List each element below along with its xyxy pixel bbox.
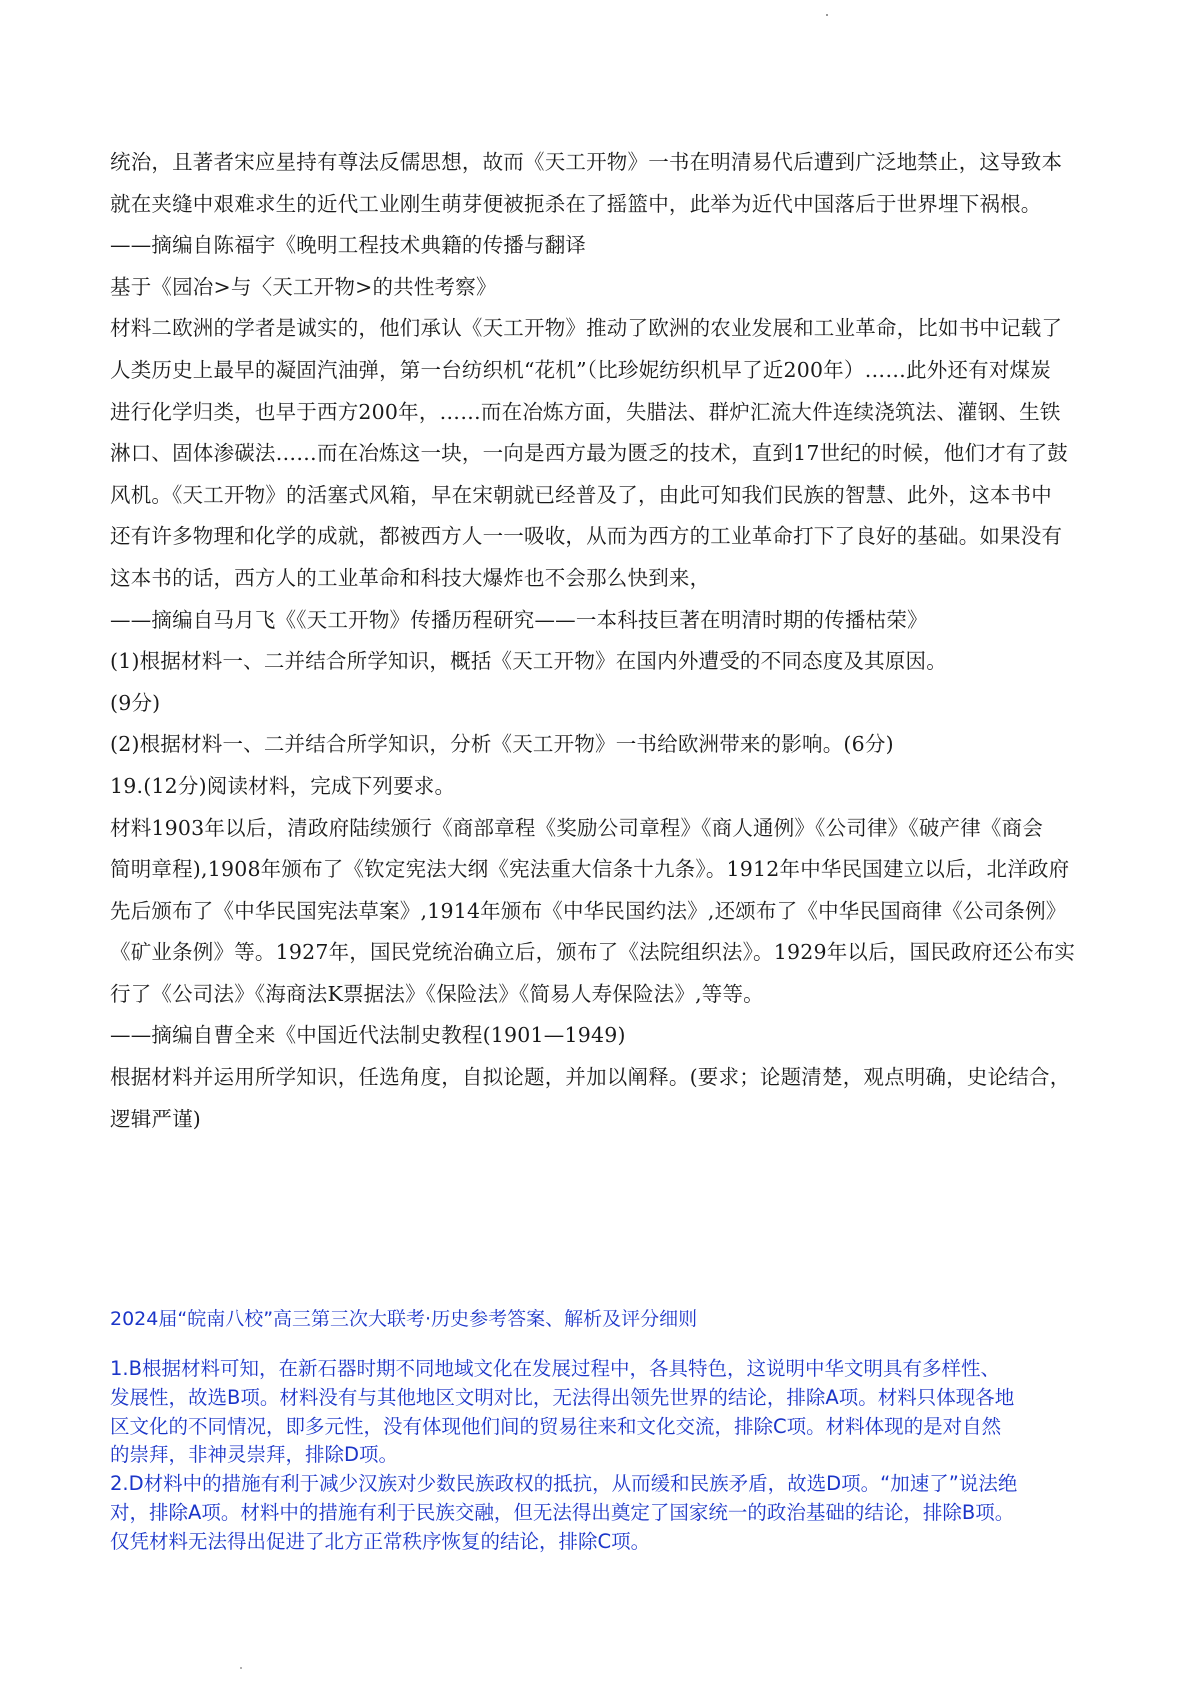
- text-line: 人类历史上最早的凝固汽油弹，第一台纺织机“花机”（比珍妮纺织机早了近200年）……此外还有对煤炭: [110, 357, 1051, 382]
- citation-line: ——摘编自曹全来《中国近代法制史教程(1901—1949): [110, 1023, 626, 1048]
- text-line: 进行化学归类，也早于西方200年，……而在冶炼方面，失腊法、群炉汇流大件连续浇筑法、灌钢、生铁: [110, 399, 1061, 424]
- text-line: 这本书的话，西方人的工业革命和科技大爆炸也不会那么快到来，: [110, 565, 711, 590]
- text-line: 淋口、固体渗碳法……而在冶炼这一块，一向是西方最为匮乏的技术，直到17世纪的时候，他们才有了鼓: [110, 441, 1068, 466]
- answer-line: 对，排除A项。材料中的措施有利于民族交融，但无法得出奠定了国家统一的政治基础的结论，排除B项。: [110, 1500, 1015, 1524]
- question-line: 逻辑严谨): [110, 1106, 201, 1131]
- text-line: 《矿业条例》等。1927年，国民党统治确立后，颁布了《法院组织法》。1929年以后，国民政府还公布实: [110, 940, 1076, 965]
- question-heading: 19.(12分)阅读材料，完成下列要求。: [110, 773, 456, 798]
- text-line: 简明章程),1908年颁布了《钦定宪法大纲《宪法重大信条十九条》。1912年中华民国建立以后，北洋政府: [110, 857, 1070, 882]
- question-line: (2)根据材料一、二并结合所学知识，分析《天工开物》一书给欧洲带来的影响。(6分): [110, 732, 894, 757]
- answer-line: 仅凭材料无法得出促进了北方正常秩序恢复的结论，排除C项。: [110, 1529, 651, 1553]
- text-line: 统治，且著者宋应星持有尊法反儒思想，故而《天工开物》一书在明清易代后遭到广泛地禁止，这导致本: [110, 150, 1063, 174]
- question-line: 根据材料并运用所学知识，任选角度，自拟论题，并加以阐释。(要求；论题清楚，观点明确，史论结合，: [110, 1065, 1071, 1090]
- question-score: (9分): [110, 690, 161, 715]
- question-line: (1)根据材料一、二并结合所学知识，概括《天工开物》在国内外遭受的不同态度及其原因。: [110, 649, 947, 674]
- text-line: 还有许多物理和化学的成就，都被西方人一一吸收，从而为西方的工业革命打下了良好的基础。如果没有: [110, 524, 1063, 549]
- answer-section-title: 2024届“皖南八校”高三第三次大联考·历史参考答案、解析及评分细则: [110, 1308, 698, 1330]
- text-line: 风机。《天工开物》的活塞式风箱，早在宋朝就已经普及了，由此可知我们民族的智慧、此外，这本书中: [110, 482, 1052, 507]
- text-line: 材料二欧洲的学者是诚实的，他们承认《天工开物》推动了欧洲的农业发展和工业革命，比如书中记载了: [110, 316, 1063, 341]
- answer-section-body: [110, 1355, 1120, 1557]
- answer-line: 的崇拜，非神灵崇拜，排除D项。: [110, 1443, 399, 1467]
- citation-line: 基于《园冶>与〈天工开物>的共性考察》: [110, 274, 497, 299]
- question-text-block: [110, 142, 1120, 1140]
- answer-line: 发展性，故选B项。材料没有与其他地区文明对比，无法得出领先世界的结论，排除A项。材料只体现各地: [110, 1385, 1015, 1409]
- citation-line: ——摘编自马月飞《《天工开物》传播历程研究——一本科技巨著在明清时期的传播枯荣》: [110, 607, 928, 632]
- answer-line: 1.B根据材料可知，在新石器时期不同地域文化在发展过程中，各具特色，这说明中华文明具有多样性、: [110, 1357, 1000, 1380]
- text-line: 就在夹缝中艰难求生的近代工业刚生萌芽便被扼杀在了摇篮中，此举为近代中国落后于世界埋下祸根。: [110, 191, 1042, 216]
- citation-line: ——摘编自陈福宇《晚明工程技术典籍的传播与翻译: [110, 233, 587, 258]
- text-line: 行了《公司法》《海商法K票据法》《保险法》《简易人寿保险法》,等等。: [110, 981, 764, 1006]
- text-line: 先后颁布了《中华民国宪法草案》,1914年颁布《中华民国约法》,还颂布了《中华民国商律《公司条例》: [110, 898, 1067, 923]
- answer-line: 2.D材料中的措施有利于减少汉族对少数民族政权的抵抗，从而缓和民族矛盾，故选D项。“加速了”说法绝: [110, 1472, 1018, 1496]
- text-line: 材料1903年以后，清政府陆续颁行《商部章程《奖励公司章程》《商人通例》《公司律》《破产律《商会: [110, 815, 1044, 840]
- answer-line: 区文化的不同情况，即多元性，没有体现他们间的贸易往来和文化交流，排除C项。材料体现的是对自然: [110, 1414, 1002, 1438]
- scan-speck-bottom: [240, 1667, 242, 1669]
- scan-speck-top: [826, 14, 828, 16]
